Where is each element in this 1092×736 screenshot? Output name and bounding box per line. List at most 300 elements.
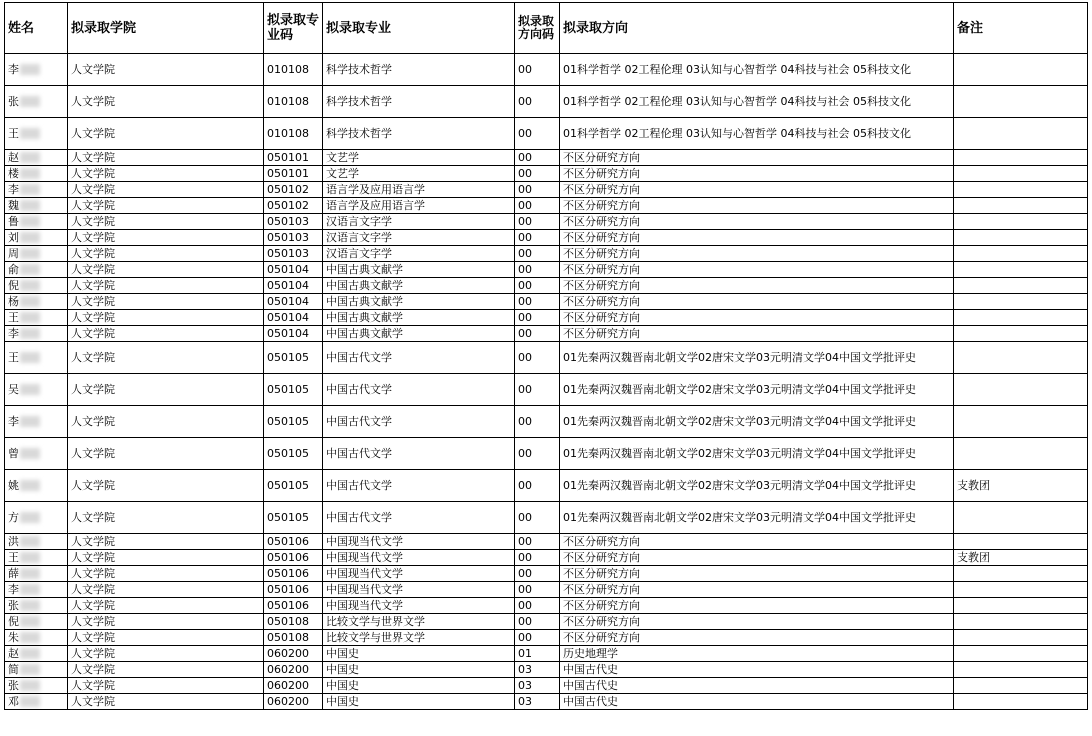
cell-direction-code: 00: [515, 582, 560, 598]
student-surname: 王: [8, 550, 19, 564]
cell-major: 中国现当代文学: [323, 582, 515, 598]
cell-name: [5, 310, 68, 326]
cell-major: 语言学及应用语言学: [323, 182, 515, 198]
cell-college: 人文学院: [68, 150, 264, 166]
cell-college: 人文学院: [68, 438, 264, 470]
cell-direction: 不区分研究方向: [560, 582, 954, 598]
cell-note: [954, 342, 1088, 374]
cell-major: 中国古代文学: [323, 342, 515, 374]
cell-major-code: 010108: [264, 118, 323, 150]
cell-name: [5, 342, 68, 374]
cell-name: [5, 646, 68, 662]
cell-name: [5, 214, 68, 230]
cell-direction-code: 00: [515, 86, 560, 118]
redaction-blur: [20, 128, 40, 139]
table-row: [5, 246, 1088, 262]
cell-direction: 不区分研究方向: [560, 614, 954, 630]
student-surname: 赵: [8, 150, 19, 164]
table-body: [5, 54, 1088, 710]
student-surname: 姚: [8, 478, 19, 492]
student-surname: 刘: [8, 230, 19, 244]
redaction-blur: [20, 680, 40, 691]
cell-major: 中国现当代文学: [323, 550, 515, 566]
student-surname: 李: [8, 182, 19, 196]
cell-note: [954, 230, 1088, 246]
redaction-blur: [20, 616, 40, 627]
redaction-blur: [20, 296, 40, 307]
student-surname: 王: [8, 126, 19, 140]
cell-college: 人文学院: [68, 566, 264, 582]
cell-direction-code: 03: [515, 694, 560, 710]
cell-name: [5, 262, 68, 278]
cell-major: 中国现当代文学: [323, 598, 515, 614]
header-direction-code: 拟录取方向码: [515, 3, 560, 54]
admission-table: [4, 2, 1088, 710]
cell-direction-code: 03: [515, 678, 560, 694]
table-row: [5, 310, 1088, 326]
redaction-blur: [20, 696, 40, 707]
table-row: [5, 166, 1088, 182]
cell-major-code: 050105: [264, 438, 323, 470]
redaction-blur: [20, 584, 40, 595]
cell-note: [954, 694, 1088, 710]
cell-major-code: 050103: [264, 246, 323, 262]
cell-note: 支教团: [954, 470, 1088, 502]
cell-direction-code: 00: [515, 550, 560, 566]
cell-direction: 不区分研究方向: [560, 198, 954, 214]
student-surname: 倪: [8, 614, 19, 628]
student-surname: 魏: [8, 198, 19, 212]
redaction-blur: [20, 312, 40, 323]
cell-major: 科学技术哲学: [323, 54, 515, 86]
redaction-blur: [20, 152, 40, 163]
redaction-blur: [20, 648, 40, 659]
cell-major-code: 050101: [264, 150, 323, 166]
cell-major: 中国史: [323, 678, 515, 694]
cell-name: [5, 278, 68, 294]
cell-major-code: 050102: [264, 182, 323, 198]
cell-direction-code: 00: [515, 534, 560, 550]
cell-major: 汉语言文字学: [323, 246, 515, 262]
redaction-blur: [20, 664, 40, 675]
table-row: [5, 150, 1088, 166]
student-surname: 方: [8, 510, 19, 524]
cell-major-code: 060200: [264, 646, 323, 662]
cell-direction-code: 00: [515, 54, 560, 86]
cell-direction: 不区分研究方向: [560, 326, 954, 342]
cell-direction-code: 00: [515, 310, 560, 326]
student-surname: 简: [8, 662, 19, 676]
header-college: 拟录取学院: [68, 3, 264, 54]
cell-direction-code: 00: [515, 166, 560, 182]
cell-direction: 中国古代史: [560, 678, 954, 694]
cell-direction: 不区分研究方向: [560, 166, 954, 182]
cell-name: [5, 326, 68, 342]
cell-direction: 不区分研究方向: [560, 214, 954, 230]
table-row: [5, 598, 1088, 614]
cell-major-code: 050105: [264, 470, 323, 502]
cell-direction-code: 00: [515, 198, 560, 214]
redaction-blur: [20, 64, 40, 75]
cell-major-code: 050108: [264, 630, 323, 646]
cell-name: [5, 630, 68, 646]
table-row: [5, 262, 1088, 278]
cell-college: 人文学院: [68, 406, 264, 438]
cell-note: [954, 278, 1088, 294]
cell-major: 中国古典文献学: [323, 310, 515, 326]
cell-major-code: 050104: [264, 262, 323, 278]
table-row: [5, 470, 1088, 502]
cell-direction: 01先秦两汉魏晋南北朝文学02唐宋文学03元明清文学04中国文学批评史: [560, 502, 954, 534]
cell-note: [954, 118, 1088, 150]
cell-college: 人文学院: [68, 294, 264, 310]
cell-major: 中国古典文献学: [323, 262, 515, 278]
cell-name: [5, 182, 68, 198]
table-row: [5, 326, 1088, 342]
student-surname: 俞: [8, 262, 19, 276]
cell-college: 人文学院: [68, 262, 264, 278]
cell-direction: 01先秦两汉魏晋南北朝文学02唐宋文学03元明清文学04中国文学批评史: [560, 470, 954, 502]
cell-direction: 不区分研究方向: [560, 566, 954, 582]
cell-note: [954, 502, 1088, 534]
redaction-blur: [20, 96, 40, 107]
redaction-blur: [20, 448, 40, 459]
cell-direction-code: 00: [515, 262, 560, 278]
cell-direction-code: 00: [515, 566, 560, 582]
cell-major-code: 050104: [264, 310, 323, 326]
student-surname: 李: [8, 326, 19, 340]
cell-direction: 不区分研究方向: [560, 230, 954, 246]
cell-direction-code: 03: [515, 662, 560, 678]
student-surname: 李: [8, 62, 19, 76]
cell-major-code: 050103: [264, 214, 323, 230]
student-surname: 周: [8, 246, 19, 260]
cell-major-code: 050106: [264, 582, 323, 598]
cell-college: 人文学院: [68, 246, 264, 262]
cell-college: 人文学院: [68, 630, 264, 646]
cell-college: 人文学院: [68, 54, 264, 86]
cell-direction: 不区分研究方向: [560, 246, 954, 262]
cell-direction-code: 01: [515, 646, 560, 662]
cell-name: [5, 678, 68, 694]
cell-name: [5, 550, 68, 566]
cell-direction-code: 00: [515, 230, 560, 246]
student-surname: 王: [8, 310, 19, 324]
cell-major: 中国古代文学: [323, 406, 515, 438]
cell-major: 文艺学: [323, 150, 515, 166]
cell-note: [954, 406, 1088, 438]
cell-major-code: 050106: [264, 550, 323, 566]
cell-college: 人文学院: [68, 230, 264, 246]
cell-name: [5, 86, 68, 118]
cell-major-code: 050104: [264, 294, 323, 310]
cell-note: [954, 214, 1088, 230]
redaction-blur: [20, 264, 40, 275]
cell-major-code: 010108: [264, 54, 323, 86]
cell-note: [954, 438, 1088, 470]
cell-direction-code: 00: [515, 438, 560, 470]
cell-name: [5, 470, 68, 502]
cell-note: [954, 326, 1088, 342]
cell-major-code: 050104: [264, 326, 323, 342]
redaction-blur: [20, 200, 40, 211]
cell-major-code: 050105: [264, 374, 323, 406]
cell-major-code: 060200: [264, 678, 323, 694]
cell-note: [954, 262, 1088, 278]
cell-name: [5, 166, 68, 182]
cell-direction-code: 00: [515, 614, 560, 630]
redaction-blur: [20, 568, 40, 579]
student-surname: 张: [8, 598, 19, 612]
cell-major: 中国古典文献学: [323, 294, 515, 310]
cell-note: [954, 246, 1088, 262]
table-row: [5, 438, 1088, 470]
cell-name: [5, 118, 68, 150]
cell-name: [5, 294, 68, 310]
table-row: [5, 198, 1088, 214]
student-surname: 吴: [8, 382, 19, 396]
cell-major: 中国史: [323, 646, 515, 662]
cell-direction-code: 00: [515, 630, 560, 646]
cell-college: 人文学院: [68, 214, 264, 230]
cell-major: 汉语言文字学: [323, 230, 515, 246]
table-row: [5, 566, 1088, 582]
cell-direction: 不区分研究方向: [560, 630, 954, 646]
cell-direction: 01科学哲学 02工程伦理 03认知与心智哲学 04科技与社会 05科技文化: [560, 86, 954, 118]
cell-major-code: 050106: [264, 534, 323, 550]
student-surname: 邓: [8, 694, 19, 708]
table-row: [5, 118, 1088, 150]
redaction-blur: [20, 232, 40, 243]
table-row: [5, 694, 1088, 710]
table-row: [5, 502, 1088, 534]
cell-college: 人文学院: [68, 118, 264, 150]
table-row: [5, 646, 1088, 662]
cell-note: [954, 182, 1088, 198]
cell-major-code: 060200: [264, 662, 323, 678]
student-surname: 鲁: [8, 214, 19, 228]
cell-college: 人文学院: [68, 86, 264, 118]
cell-note: [954, 294, 1088, 310]
cell-college: 人文学院: [68, 198, 264, 214]
redaction-blur: [20, 552, 40, 563]
cell-note: [954, 630, 1088, 646]
cell-direction: 不区分研究方向: [560, 182, 954, 198]
header-major-code: 拟录取专业码: [264, 3, 323, 54]
cell-college: 人文学院: [68, 310, 264, 326]
cell-major: 语言学及应用语言学: [323, 198, 515, 214]
cell-name: [5, 230, 68, 246]
cell-major: 科学技术哲学: [323, 86, 515, 118]
cell-major-code: 050101: [264, 166, 323, 182]
redaction-blur: [20, 216, 40, 227]
cell-name: [5, 438, 68, 470]
cell-college: 人文学院: [68, 678, 264, 694]
student-surname: 王: [8, 350, 19, 364]
cell-college: 人文学院: [68, 614, 264, 630]
cell-college: 人文学院: [68, 502, 264, 534]
cell-direction: 中国古代史: [560, 662, 954, 678]
cell-major-code: 050108: [264, 614, 323, 630]
cell-note: [954, 678, 1088, 694]
header-note: 备注: [954, 3, 1088, 54]
cell-major: 中国史: [323, 694, 515, 710]
header-direction: 拟录取方向: [560, 3, 954, 54]
table-row: [5, 86, 1088, 118]
cell-direction: 不区分研究方向: [560, 598, 954, 614]
cell-note: [954, 614, 1088, 630]
cell-direction-code: 00: [515, 294, 560, 310]
student-surname: 曾: [8, 446, 19, 460]
cell-name: [5, 582, 68, 598]
cell-direction: 不区分研究方向: [560, 310, 954, 326]
cell-college: 人文学院: [68, 598, 264, 614]
table-row: [5, 534, 1088, 550]
cell-note: [954, 166, 1088, 182]
cell-college: 人文学院: [68, 582, 264, 598]
cell-direction-code: 00: [515, 374, 560, 406]
student-surname: 李: [8, 414, 19, 428]
cell-direction-code: 00: [515, 598, 560, 614]
cell-name: [5, 54, 68, 86]
cell-note: [954, 646, 1088, 662]
cell-major: 中国古代文学: [323, 502, 515, 534]
table-row: [5, 214, 1088, 230]
redaction-blur: [20, 480, 40, 491]
cell-major-code: 050106: [264, 598, 323, 614]
cell-direction: 01先秦两汉魏晋南北朝文学02唐宋文学03元明清文学04中国文学批评史: [560, 342, 954, 374]
cell-major: 比较文学与世界文学: [323, 614, 515, 630]
student-surname: 洪: [8, 534, 19, 548]
cell-name: [5, 566, 68, 582]
cell-major-code: 050105: [264, 502, 323, 534]
cell-major: 中国现当代文学: [323, 566, 515, 582]
student-surname: 朱: [8, 630, 19, 644]
table-row: [5, 342, 1088, 374]
cell-name: [5, 198, 68, 214]
cell-direction-code: 00: [515, 246, 560, 262]
cell-direction: 01科学哲学 02工程伦理 03认知与心智哲学 04科技与社会 05科技文化: [560, 118, 954, 150]
redaction-blur: [20, 416, 40, 427]
cell-note: 支教团: [954, 550, 1088, 566]
cell-direction-code: 00: [515, 406, 560, 438]
cell-direction: 不区分研究方向: [560, 550, 954, 566]
cell-note: [954, 310, 1088, 326]
table-row: [5, 406, 1088, 438]
cell-name: [5, 598, 68, 614]
redaction-blur: [20, 184, 40, 195]
cell-major: 中国古典文献学: [323, 326, 515, 342]
cell-college: 人文学院: [68, 374, 264, 406]
student-surname: 楼: [8, 166, 19, 180]
cell-note: [954, 374, 1088, 406]
cell-major: 汉语言文字学: [323, 214, 515, 230]
cell-major: 中国现当代文学: [323, 534, 515, 550]
cell-college: 人文学院: [68, 182, 264, 198]
cell-note: [954, 598, 1088, 614]
cell-note: [954, 198, 1088, 214]
cell-major-code: 050104: [264, 278, 323, 294]
redaction-blur: [20, 248, 40, 259]
student-surname: 张: [8, 94, 19, 108]
cell-name: [5, 534, 68, 550]
student-surname: 张: [8, 678, 19, 692]
redaction-blur: [20, 328, 40, 339]
table-row: [5, 630, 1088, 646]
cell-direction: 01先秦两汉魏晋南北朝文学02唐宋文学03元明清文学04中国文学批评史: [560, 406, 954, 438]
cell-direction-code: 00: [515, 342, 560, 374]
cell-name: [5, 150, 68, 166]
student-surname: 薛: [8, 566, 19, 580]
cell-major: 中国史: [323, 662, 515, 678]
redaction-blur: [20, 512, 40, 523]
table-row: [5, 182, 1088, 198]
table-row: [5, 278, 1088, 294]
table-row: [5, 374, 1088, 406]
cell-direction: 01先秦两汉魏晋南北朝文学02唐宋文学03元明清文学04中国文学批评史: [560, 374, 954, 406]
cell-major: 中国古代文学: [323, 374, 515, 406]
header-major: 拟录取专业: [323, 3, 515, 54]
cell-direction-code: 00: [515, 470, 560, 502]
cell-college: 人文学院: [68, 470, 264, 502]
cell-major-code: 050103: [264, 230, 323, 246]
cell-college: 人文学院: [68, 550, 264, 566]
cell-note: [954, 566, 1088, 582]
table-row: [5, 54, 1088, 86]
cell-name: [5, 662, 68, 678]
cell-college: 人文学院: [68, 326, 264, 342]
cell-direction: 不区分研究方向: [560, 150, 954, 166]
cell-note: [954, 582, 1088, 598]
table-row: [5, 550, 1088, 566]
cell-name: [5, 406, 68, 438]
redaction-blur: [20, 280, 40, 291]
student-surname: 杨: [8, 294, 19, 308]
cell-direction-code: 00: [515, 182, 560, 198]
cell-name: [5, 246, 68, 262]
cell-major: 中国古典文献学: [323, 278, 515, 294]
cell-name: [5, 614, 68, 630]
cell-major: 科学技术哲学: [323, 118, 515, 150]
redaction-blur: [20, 600, 40, 611]
cell-college: 人文学院: [68, 662, 264, 678]
cell-direction: 中国古代史: [560, 694, 954, 710]
cell-direction: 01先秦两汉魏晋南北朝文学02唐宋文学03元明清文学04中国文学批评史: [560, 438, 954, 470]
cell-major-code: 060200: [264, 694, 323, 710]
cell-college: 人文学院: [68, 694, 264, 710]
cell-note: [954, 86, 1088, 118]
cell-name: [5, 694, 68, 710]
cell-college: 人文学院: [68, 278, 264, 294]
student-surname: 李: [8, 582, 19, 596]
cell-direction: 01科学哲学 02工程伦理 03认知与心智哲学 04科技与社会 05科技文化: [560, 54, 954, 86]
table-row: [5, 678, 1088, 694]
cell-direction: 不区分研究方向: [560, 278, 954, 294]
cell-direction: 不区分研究方向: [560, 534, 954, 550]
cell-major-code: 050102: [264, 198, 323, 214]
redaction-blur: [20, 384, 40, 395]
table-row: [5, 582, 1088, 598]
cell-name: [5, 502, 68, 534]
table-row: [5, 294, 1088, 310]
cell-major-code: 050106: [264, 566, 323, 582]
student-surname: 赵: [8, 646, 19, 660]
cell-major: 比较文学与世界文学: [323, 630, 515, 646]
cell-name: [5, 374, 68, 406]
cell-direction-code: 00: [515, 214, 560, 230]
cell-direction: 不区分研究方向: [560, 262, 954, 278]
redaction-blur: [20, 632, 40, 643]
